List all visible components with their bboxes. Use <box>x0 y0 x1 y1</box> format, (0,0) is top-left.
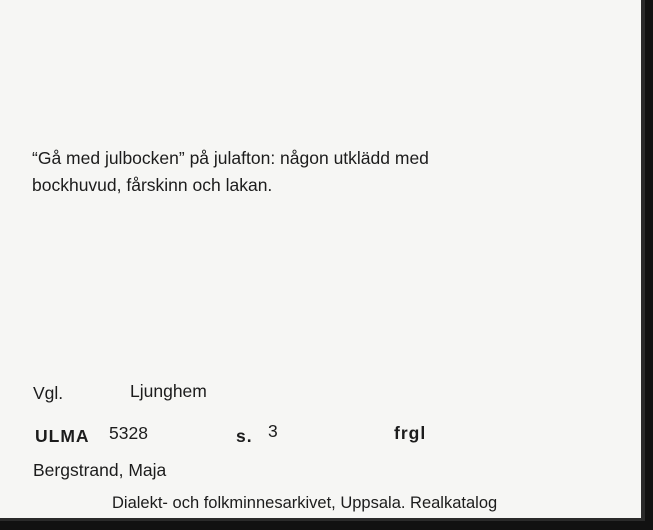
archive-footer: Dialekt- och folkminnesarkivet, Uppsala. Realkatalog <box>112 494 498 512</box>
page-label: s. <box>236 426 253 446</box>
recorder-name: Bergstrand, Maja <box>33 460 167 480</box>
archive-number: 5328 <box>109 423 148 443</box>
page-number: 3 <box>268 421 278 441</box>
parish: Ljunghem <box>130 381 207 401</box>
type-code: frgl <box>394 423 427 443</box>
archive-label: ULMA <box>35 426 90 446</box>
description-line-1: “Gå med julbocken” på julafton: någon utklädd med <box>32 148 429 168</box>
description-line-2: bockhuvud, fårskinn och lakan. <box>32 175 273 195</box>
scan-edge-bottom <box>0 521 653 530</box>
province: Vgl. <box>33 383 64 403</box>
scan-edge-right <box>645 0 653 530</box>
